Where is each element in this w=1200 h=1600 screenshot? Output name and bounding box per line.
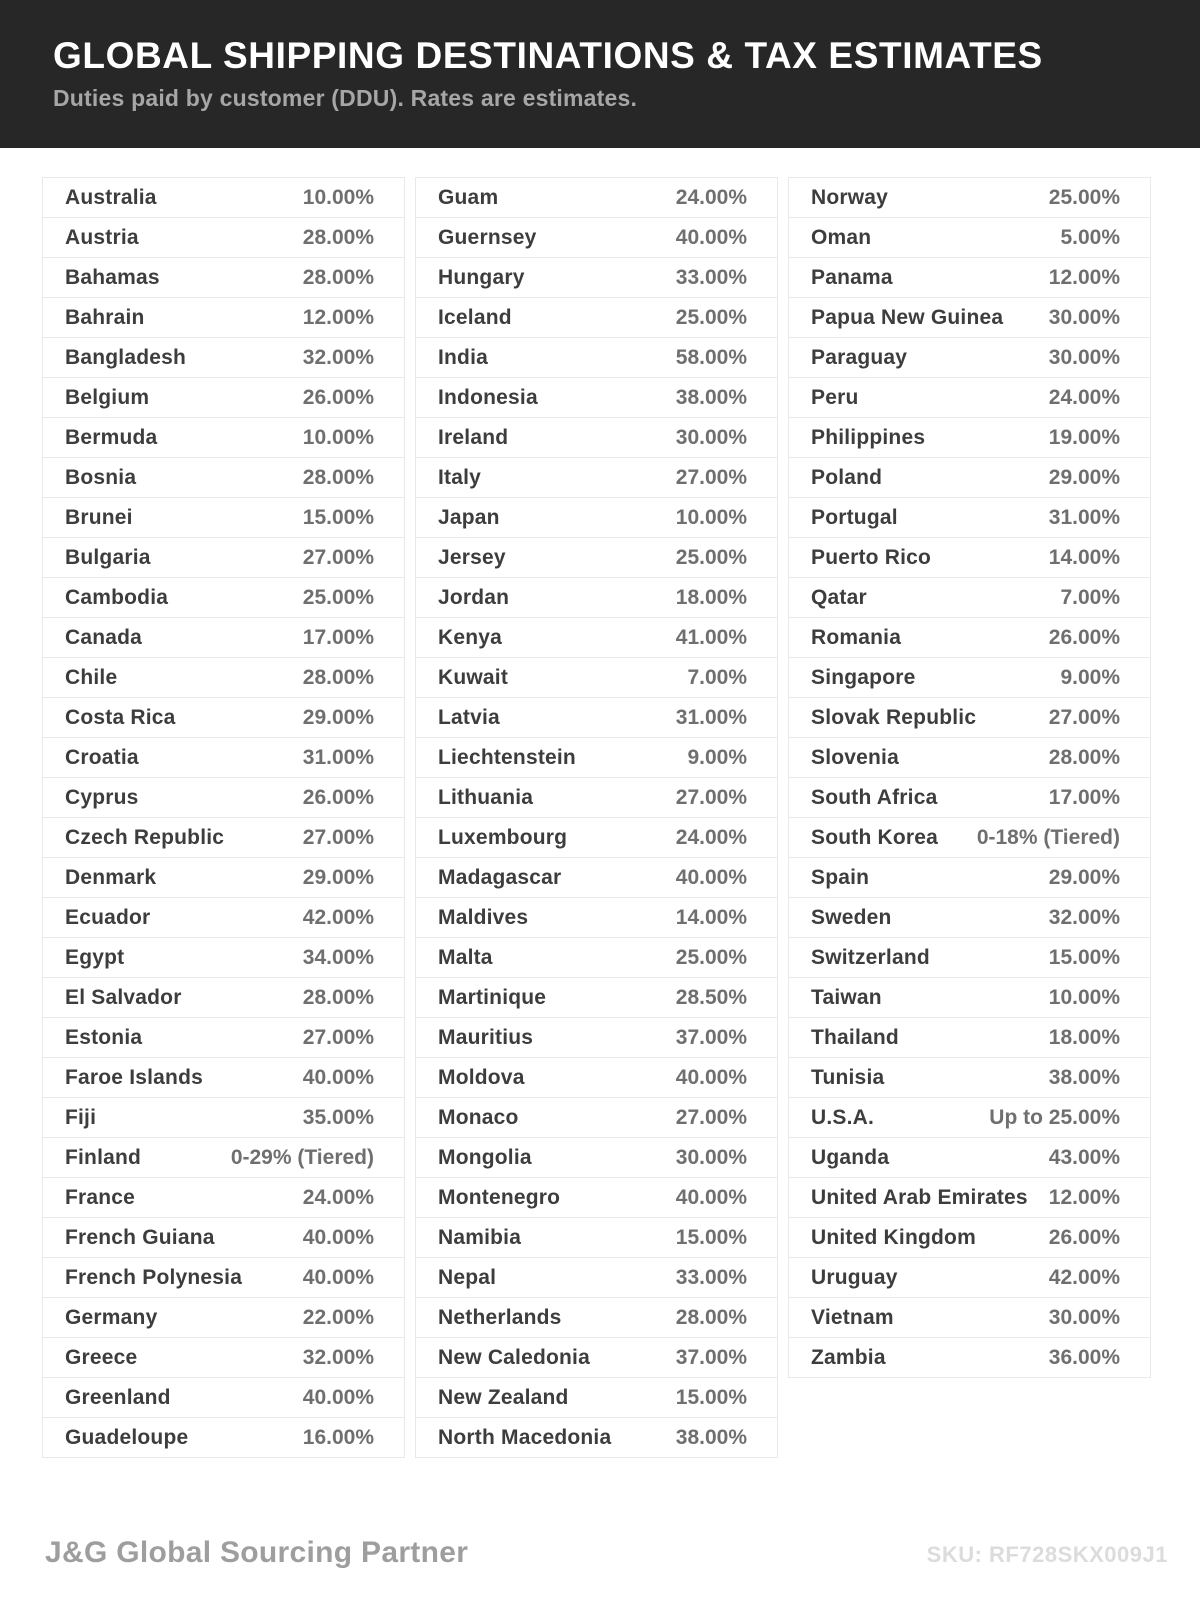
country-label: Finland bbox=[65, 1145, 142, 1169]
table-row bbox=[43, 1178, 404, 1218]
country-label: Singapore bbox=[811, 665, 916, 689]
table-row bbox=[789, 1338, 1150, 1377]
table-row bbox=[43, 378, 404, 418]
rate-value: 14.00% bbox=[675, 905, 747, 929]
table-row bbox=[789, 1258, 1150, 1298]
table-row bbox=[789, 658, 1150, 698]
rate-value: 7.00% bbox=[1060, 585, 1120, 609]
country-label: Cambodia bbox=[65, 585, 169, 609]
rates-column-1 bbox=[42, 177, 405, 1458]
country-label: Ireland bbox=[438, 425, 509, 449]
rate-value: 10.00% bbox=[675, 505, 747, 529]
country-label: Zambia bbox=[811, 1345, 886, 1369]
table-row bbox=[416, 698, 777, 738]
country-label: Fiji bbox=[65, 1105, 97, 1129]
rate-value: 27.00% bbox=[1048, 705, 1120, 729]
table-row bbox=[789, 218, 1150, 258]
country-label: Ecuador bbox=[65, 905, 151, 929]
rate-value: 37.00% bbox=[675, 1025, 747, 1049]
rate-value: 30.00% bbox=[675, 425, 747, 449]
table-row bbox=[43, 698, 404, 738]
table-row bbox=[416, 458, 777, 498]
country-label: Poland bbox=[811, 465, 883, 489]
rate-value: 0-29% (Tiered) bbox=[230, 1145, 374, 1169]
table-row bbox=[416, 418, 777, 458]
country-label: Tunisia bbox=[811, 1065, 885, 1089]
rate-value: 58.00% bbox=[675, 345, 747, 369]
country-label: Brunei bbox=[65, 505, 133, 529]
country-label: Vietnam bbox=[811, 1305, 894, 1329]
rate-value: 15.00% bbox=[1048, 945, 1120, 969]
country-label: El Salvador bbox=[65, 985, 182, 1009]
table-row bbox=[43, 1218, 404, 1258]
rate-value: 29.00% bbox=[302, 865, 374, 889]
rate-value: 30.00% bbox=[1048, 305, 1120, 329]
country-label: Madagascar bbox=[438, 865, 562, 889]
rate-value: 40.00% bbox=[675, 1065, 747, 1089]
table-row bbox=[789, 578, 1150, 618]
rate-value: 40.00% bbox=[675, 1185, 747, 1209]
rate-value: 30.00% bbox=[675, 1145, 747, 1169]
rate-value: 27.00% bbox=[675, 465, 747, 489]
country-label: Uruguay bbox=[811, 1265, 898, 1289]
rate-value: Up to 25.00% bbox=[989, 1105, 1120, 1129]
table-row bbox=[416, 778, 777, 818]
brand-text: J&G Global Sourcing Partner bbox=[45, 1536, 469, 1569]
table-row bbox=[43, 578, 404, 618]
country-label: Slovak Republic bbox=[811, 705, 977, 729]
table-row bbox=[416, 298, 777, 338]
rate-value: 24.00% bbox=[302, 1185, 374, 1209]
country-label: Spain bbox=[811, 865, 870, 889]
table-row bbox=[416, 578, 777, 618]
country-label: Uganda bbox=[811, 1145, 890, 1169]
rate-value: 22.00% bbox=[302, 1305, 374, 1329]
rate-value: 32.00% bbox=[302, 345, 374, 369]
country-label: Czech Republic bbox=[65, 825, 225, 849]
country-label: India bbox=[438, 345, 489, 369]
rate-value: 27.00% bbox=[675, 785, 747, 809]
table-row bbox=[416, 738, 777, 778]
country-label: Liechtenstein bbox=[438, 745, 576, 769]
table-row bbox=[416, 1338, 777, 1378]
table-row bbox=[416, 1098, 777, 1138]
country-label: Greece bbox=[65, 1345, 138, 1369]
table-row bbox=[43, 1058, 404, 1098]
table-row bbox=[43, 538, 404, 578]
table-row bbox=[789, 1298, 1150, 1338]
rate-value: 7.00% bbox=[687, 665, 747, 689]
table-row bbox=[416, 1178, 777, 1218]
rate-value: 14.00% bbox=[1048, 545, 1120, 569]
page-subtitle: Duties paid by customer (DDU). Rates are estimates. bbox=[53, 84, 638, 111]
country-label: Panama bbox=[811, 265, 893, 289]
table-row bbox=[789, 538, 1150, 578]
table-row bbox=[43, 978, 404, 1018]
rate-value: 29.00% bbox=[1048, 465, 1120, 489]
rate-value: 37.00% bbox=[675, 1345, 747, 1369]
country-label: U.S.A. bbox=[811, 1105, 875, 1129]
rate-value: 28.00% bbox=[302, 665, 374, 689]
country-label: Qatar bbox=[811, 585, 867, 609]
rate-value: 25.00% bbox=[675, 945, 747, 969]
country-label: Lithuania bbox=[438, 785, 534, 809]
table-row bbox=[789, 818, 1150, 858]
table-row bbox=[789, 978, 1150, 1018]
country-label: Indonesia bbox=[438, 385, 538, 409]
table-row bbox=[43, 258, 404, 298]
rate-value: 25.00% bbox=[675, 305, 747, 329]
rate-value: 18.00% bbox=[1048, 1025, 1120, 1049]
rate-value: 16.00% bbox=[302, 1425, 374, 1449]
country-label: Bahamas bbox=[65, 265, 160, 289]
rate-value: 24.00% bbox=[675, 825, 747, 849]
table-row bbox=[43, 618, 404, 658]
rate-value: 33.00% bbox=[675, 1265, 747, 1289]
rate-value: 24.00% bbox=[1048, 385, 1120, 409]
rate-value: 15.00% bbox=[302, 505, 374, 529]
rate-value: 9.00% bbox=[1060, 665, 1120, 689]
country-label: Belgium bbox=[65, 385, 150, 409]
table-row bbox=[416, 1138, 777, 1178]
rate-value: 15.00% bbox=[675, 1385, 747, 1409]
rate-value: 9.00% bbox=[687, 745, 747, 769]
table-row bbox=[43, 738, 404, 778]
rate-value: 10.00% bbox=[302, 425, 374, 449]
rate-value: 29.00% bbox=[1048, 865, 1120, 889]
rate-value: 26.00% bbox=[1048, 1225, 1120, 1249]
rate-value: 28.50% bbox=[675, 985, 747, 1009]
table-row bbox=[43, 218, 404, 258]
table-row bbox=[416, 818, 777, 858]
rate-value: 18.00% bbox=[675, 585, 747, 609]
rate-value: 29.00% bbox=[302, 705, 374, 729]
country-label: Oman bbox=[811, 225, 872, 249]
country-label: Jersey bbox=[438, 545, 506, 569]
table-row bbox=[43, 1138, 404, 1178]
page-title: GLOBAL SHIPPING DESTINATIONS & TAX ESTIMATES bbox=[53, 35, 1043, 77]
country-label: Netherlands bbox=[438, 1305, 562, 1329]
table-row bbox=[416, 258, 777, 298]
country-label: New Caledonia bbox=[438, 1345, 590, 1369]
rates-column-3 bbox=[788, 177, 1151, 1378]
sku-label: SKU: RF728SKX009J1 bbox=[926, 1542, 1168, 1567]
rate-value: 0-18% (Tiered) bbox=[976, 825, 1120, 849]
rate-value: 25.00% bbox=[302, 585, 374, 609]
rate-value: 25.00% bbox=[1048, 185, 1120, 209]
country-label: Martinique bbox=[438, 985, 547, 1009]
table-row bbox=[43, 898, 404, 938]
country-label: Chile bbox=[65, 665, 118, 689]
table-row bbox=[43, 498, 404, 538]
table-row bbox=[789, 938, 1150, 978]
table-row bbox=[43, 858, 404, 898]
table-row bbox=[789, 1218, 1150, 1258]
table-row bbox=[43, 338, 404, 378]
rate-value: 43.00% bbox=[1048, 1145, 1120, 1169]
rate-value: 27.00% bbox=[675, 1105, 747, 1129]
table-row bbox=[416, 1058, 777, 1098]
country-label: Malta bbox=[438, 945, 493, 969]
rate-value: 32.00% bbox=[1048, 905, 1120, 929]
country-label: Guadeloupe bbox=[65, 1425, 189, 1449]
rate-value: 24.00% bbox=[675, 185, 747, 209]
rate-value: 38.00% bbox=[1048, 1065, 1120, 1089]
table-row bbox=[416, 498, 777, 538]
table-row bbox=[789, 498, 1150, 538]
country-label: Croatia bbox=[65, 745, 139, 769]
rate-value: 17.00% bbox=[302, 625, 374, 649]
table-row bbox=[789, 418, 1150, 458]
table-row bbox=[43, 298, 404, 338]
rate-value: 19.00% bbox=[1048, 425, 1120, 449]
table-row bbox=[416, 1258, 777, 1298]
country-label: Japan bbox=[438, 505, 500, 529]
table-row bbox=[416, 978, 777, 1018]
header-banner bbox=[0, 0, 1200, 148]
table-row bbox=[416, 618, 777, 658]
footer bbox=[0, 1536, 1200, 1570]
rate-value: 5.00% bbox=[1060, 225, 1120, 249]
table-row bbox=[416, 1418, 777, 1457]
rate-value: 30.00% bbox=[1048, 1305, 1120, 1329]
country-label: South Korea bbox=[811, 825, 939, 849]
country-label: Puerto Rico bbox=[811, 545, 932, 569]
table-row bbox=[43, 418, 404, 458]
country-label: Bosnia bbox=[65, 465, 137, 489]
table-row bbox=[43, 818, 404, 858]
country-label: Jordan bbox=[438, 585, 510, 609]
rate-value: 36.00% bbox=[1048, 1345, 1120, 1369]
table-row bbox=[416, 538, 777, 578]
table-row bbox=[43, 1098, 404, 1138]
country-label: French Guiana bbox=[65, 1225, 215, 1249]
country-label: Denmark bbox=[65, 865, 157, 889]
rate-value: 12.00% bbox=[1048, 265, 1120, 289]
rate-value: 31.00% bbox=[675, 705, 747, 729]
rate-value: 40.00% bbox=[675, 865, 747, 889]
country-label: Papua New Guinea bbox=[811, 305, 1004, 329]
rate-value: 40.00% bbox=[302, 1265, 374, 1289]
rate-value: 31.00% bbox=[302, 745, 374, 769]
table-row bbox=[789, 1058, 1150, 1098]
rate-value: 15.00% bbox=[675, 1225, 747, 1249]
rate-value: 27.00% bbox=[302, 1025, 374, 1049]
country-label: Costa Rica bbox=[65, 705, 176, 729]
rate-value: 12.00% bbox=[1048, 1185, 1120, 1209]
rate-value: 26.00% bbox=[1048, 625, 1120, 649]
table-row bbox=[789, 298, 1150, 338]
rate-value: 42.00% bbox=[1048, 1265, 1120, 1289]
rates-table-grid bbox=[0, 148, 1200, 1458]
rate-value: 31.00% bbox=[1048, 505, 1120, 529]
rate-value: 10.00% bbox=[302, 185, 374, 209]
rate-value: 27.00% bbox=[302, 825, 374, 849]
rate-value: 34.00% bbox=[302, 945, 374, 969]
table-row bbox=[789, 458, 1150, 498]
rate-value: 42.00% bbox=[302, 905, 374, 929]
rate-value: 40.00% bbox=[302, 1065, 374, 1089]
table-row bbox=[43, 658, 404, 698]
country-label: Nepal bbox=[438, 1265, 497, 1289]
rate-value: 26.00% bbox=[302, 385, 374, 409]
country-label: Maldives bbox=[438, 905, 529, 929]
table-row bbox=[416, 178, 777, 218]
country-label: Norway bbox=[811, 185, 889, 209]
country-label: United Kingdom bbox=[811, 1225, 976, 1249]
table-row bbox=[43, 1258, 404, 1298]
table-row bbox=[43, 1378, 404, 1418]
country-label: Mauritius bbox=[438, 1025, 534, 1049]
table-row bbox=[789, 618, 1150, 658]
country-label: Paraguay bbox=[811, 345, 908, 369]
rate-value: 28.00% bbox=[302, 225, 374, 249]
table-row bbox=[416, 338, 777, 378]
country-label: French Polynesia bbox=[65, 1265, 243, 1289]
country-label: Faroe Islands bbox=[65, 1065, 203, 1089]
country-label: Mongolia bbox=[438, 1145, 532, 1169]
country-label: Kenya bbox=[438, 625, 503, 649]
table-row bbox=[43, 178, 404, 218]
country-label: Kuwait bbox=[438, 665, 509, 689]
rate-value: 40.00% bbox=[302, 1225, 374, 1249]
rate-value: 28.00% bbox=[302, 465, 374, 489]
country-label: Bangladesh bbox=[65, 345, 187, 369]
table-row bbox=[43, 1018, 404, 1058]
table-row bbox=[43, 1338, 404, 1378]
country-label: Germany bbox=[65, 1305, 158, 1329]
country-label: Bulgaria bbox=[65, 545, 151, 569]
table-row bbox=[789, 898, 1150, 938]
table-row bbox=[416, 378, 777, 418]
table-row bbox=[789, 738, 1150, 778]
table-row bbox=[789, 258, 1150, 298]
country-label: Australia bbox=[65, 185, 157, 209]
table-row bbox=[789, 338, 1150, 378]
country-label: Taiwan bbox=[811, 985, 882, 1009]
rate-value: 28.00% bbox=[302, 265, 374, 289]
country-label: Iceland bbox=[438, 305, 512, 329]
country-label: Luxembourg bbox=[438, 825, 568, 849]
country-label: Cyprus bbox=[65, 785, 139, 809]
country-label: Bahrain bbox=[65, 305, 145, 329]
table-row bbox=[416, 858, 777, 898]
table-row bbox=[43, 778, 404, 818]
rate-value: 10.00% bbox=[1048, 985, 1120, 1009]
country-label: Guam bbox=[438, 185, 499, 209]
table-row bbox=[416, 938, 777, 978]
country-label: Hungary bbox=[438, 265, 525, 289]
rate-value: 32.00% bbox=[302, 1345, 374, 1369]
country-label: United Arab Emirates bbox=[811, 1185, 1028, 1209]
country-label: Philippines bbox=[811, 425, 926, 449]
country-label: North Macedonia bbox=[438, 1425, 612, 1449]
country-label: Estonia bbox=[65, 1025, 143, 1049]
table-row bbox=[789, 178, 1150, 218]
country-label: Austria bbox=[65, 225, 139, 249]
country-label: Italy bbox=[438, 465, 482, 489]
rate-value: 12.00% bbox=[302, 305, 374, 329]
country-label: Peru bbox=[811, 385, 859, 409]
country-label: Monaco bbox=[438, 1105, 519, 1129]
rate-value: 38.00% bbox=[675, 385, 747, 409]
country-label: Sweden bbox=[811, 905, 892, 929]
country-label: Canada bbox=[65, 625, 143, 649]
rate-value: 25.00% bbox=[675, 545, 747, 569]
table-row bbox=[416, 218, 777, 258]
table-row bbox=[789, 1178, 1150, 1218]
table-row bbox=[416, 1378, 777, 1418]
country-label: Greenland bbox=[65, 1385, 171, 1409]
rate-value: 17.00% bbox=[1048, 785, 1120, 809]
rate-value: 35.00% bbox=[302, 1105, 374, 1129]
rate-value: 38.00% bbox=[675, 1425, 747, 1449]
country-label: Romania bbox=[811, 625, 902, 649]
country-label: Guernsey bbox=[438, 225, 537, 249]
rate-value: 30.00% bbox=[1048, 345, 1120, 369]
country-label: Slovenia bbox=[811, 745, 899, 769]
country-label: France bbox=[65, 1185, 136, 1209]
table-row bbox=[416, 1218, 777, 1258]
rate-value: 28.00% bbox=[302, 985, 374, 1009]
country-label: Montenegro bbox=[438, 1185, 561, 1209]
table-row bbox=[789, 1098, 1150, 1138]
rate-value: 27.00% bbox=[302, 545, 374, 569]
table-row bbox=[789, 1018, 1150, 1058]
rate-value: 28.00% bbox=[1048, 745, 1120, 769]
rate-value: 40.00% bbox=[302, 1385, 374, 1409]
table-row bbox=[789, 378, 1150, 418]
country-label: Namibia bbox=[438, 1225, 522, 1249]
rate-value: 28.00% bbox=[675, 1305, 747, 1329]
country-label: Egypt bbox=[65, 945, 125, 969]
table-row bbox=[789, 1138, 1150, 1178]
country-label: Portugal bbox=[811, 505, 898, 529]
table-row bbox=[416, 1298, 777, 1338]
country-label: Moldova bbox=[438, 1065, 525, 1089]
rate-value: 33.00% bbox=[675, 265, 747, 289]
country-label: South Africa bbox=[811, 785, 938, 809]
rate-value: 40.00% bbox=[675, 225, 747, 249]
table-row bbox=[43, 458, 404, 498]
table-row bbox=[416, 1018, 777, 1058]
table-row bbox=[416, 898, 777, 938]
table-row bbox=[43, 938, 404, 978]
country-label: Thailand bbox=[811, 1025, 899, 1049]
country-label: Switzerland bbox=[811, 945, 930, 969]
table-row bbox=[43, 1298, 404, 1338]
country-label: Bermuda bbox=[65, 425, 158, 449]
country-label: New Zealand bbox=[438, 1385, 569, 1409]
table-row bbox=[416, 658, 777, 698]
table-row bbox=[789, 858, 1150, 898]
country-label: Latvia bbox=[438, 705, 500, 729]
table-row bbox=[789, 698, 1150, 738]
rate-value: 26.00% bbox=[302, 785, 374, 809]
rates-column-2 bbox=[415, 177, 778, 1458]
rate-value: 41.00% bbox=[675, 625, 747, 649]
table-row bbox=[43, 1418, 404, 1457]
table-row bbox=[789, 778, 1150, 818]
